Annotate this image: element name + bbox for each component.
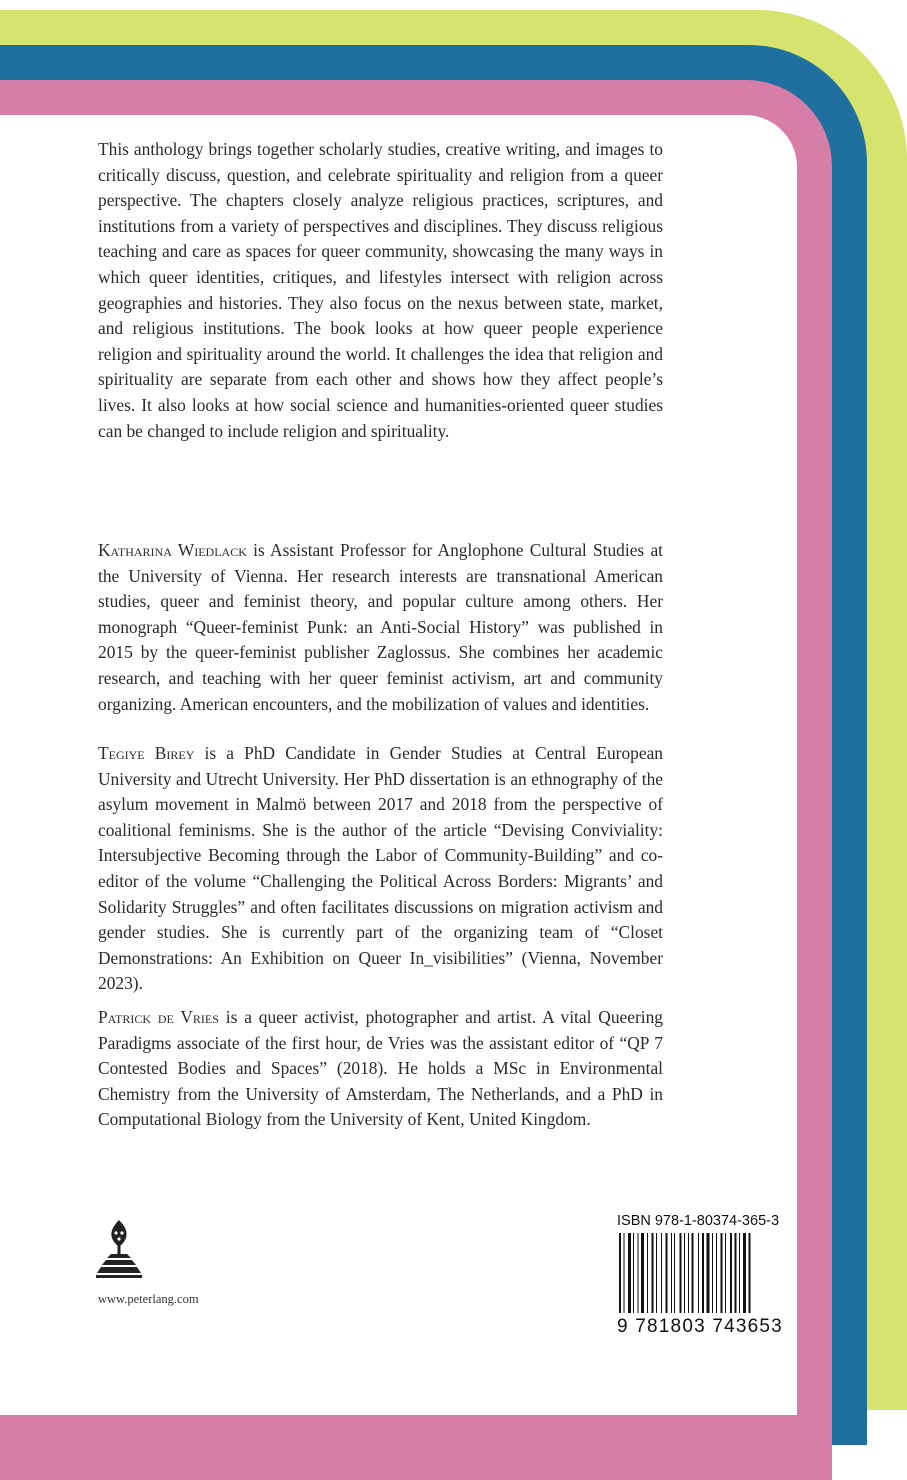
author-name: Katharina Wiedlack: [98, 540, 247, 560]
barcode-bar: [712, 1233, 713, 1313]
barcode-digits: 9 781803 743653: [617, 1316, 783, 1337]
barcode-bar: [661, 1233, 662, 1313]
barcode-bar: [702, 1233, 704, 1313]
barcode-bar: [628, 1233, 631, 1313]
barcode-bar: [638, 1233, 639, 1313]
barcode-bar: [725, 1233, 726, 1313]
barcode-bar: [641, 1233, 644, 1313]
author-name: Patrick de Vries: [98, 1007, 219, 1027]
author-bio-text: is a queer activist, photographer and artist. A vital Queering Paradigms associate of the first hour, de Vries was the assistant editor of “QP 7 Contested Bodies and Spaces” (2018). He holds a MSc in Environmental Chemistry from the University of Amsterdam, The Netherlands, and a PhD in Computational Biology from the University of Kent, United Kingdom.: [98, 1007, 663, 1130]
barcode-bar: [730, 1233, 732, 1313]
barcode-bar: [652, 1233, 654, 1313]
barcode-bar: [716, 1233, 717, 1313]
barcode-bar: [680, 1233, 682, 1313]
barcode-bar: [692, 1233, 694, 1313]
author-bio-birey: [98, 741, 663, 997]
barcode-bar: [674, 1233, 675, 1313]
barcode-bar: [647, 1233, 648, 1313]
barcode-bar: [688, 1233, 689, 1313]
barcode-bar: [749, 1233, 751, 1313]
barcode-bar: [721, 1233, 723, 1313]
book-blurb: This anthology brings together scholarly studies, creative writing, and images to critically discuss, question, and celebrate spirituality and religion from a queer perspective. The chapters closely analyze religious practices, scriptures, and institutions from a variety of perspectives and disciplines. They discuss religious teaching and care as spaces for queer community, showcasing the many ways in which queer identities, critiques, and lifestyles intersect with religion across geographies and histories. They also focus on the nexus between state, market, and religious institutions. The book looks at how queer people experience religion and spirituality around the world. It challenges the idea that religion and spirituality are separate from each other and shows how they affect people’s lives. It also looks at how social science and humanities-oriented queer studies can be changed to include religion and spirituality.: [98, 139, 663, 441]
author-bio-de-vries: [98, 1005, 663, 1133]
author-bio-text: is Assistant Professor for Anglophone Cultural Studies at the University of Vienna. Her research interests are transnational American studies, queer and feminist theory, and popular culture among others. Her monograph “Queer-feminist Punk: an Anti-Social History” was published in 2015 by the queer-feminist publisher Zaglossus. She combines her academic research, and teaching with her queer feminist activism, art and community organizing. American encounters, and the mobilization of values and identities.: [98, 540, 663, 714]
barcode-bar: [739, 1233, 740, 1313]
barcode-bar: [624, 1233, 625, 1313]
publisher-website: www.peterlang.com: [98, 1292, 199, 1306]
barcode-bar: [684, 1233, 685, 1313]
barcode-bar: [735, 1233, 737, 1313]
barcode-bar: [666, 1233, 668, 1313]
barcode-bar: [698, 1233, 699, 1313]
isbn-label: ISBN 978-1-80374-365-3: [617, 1213, 780, 1229]
barcode-bar: [633, 1233, 634, 1313]
isbn-barcode: [617, 1233, 785, 1313]
barcode-bar: [619, 1233, 621, 1313]
author-bio-wiedlack: [98, 538, 663, 717]
publisher-logo-icon: [96, 1218, 142, 1280]
barcode-bar: [707, 1233, 710, 1313]
barcode-bar: [656, 1233, 657, 1313]
author-name: Tegiye Birey: [98, 743, 195, 763]
barcode-bar: [743, 1233, 746, 1313]
author-bio-text: is a PhD Candidate in Gender Studies at Central European University and Utrecht University. Her PhD dissertation is an ethnography of the asylum movement in Malmö between 2017 and 2018 from the perspective of coalitional feminisms. She is the author of the article “Devising Conviviality: Intersubjective Becoming through the Labor of Community-Building” and co-editor of the volume “Challenging the Political Across Borders: Migrants’ and Solidarity Struggles” and often facilitates discussions on migration activism and gender studies. She is currently part of the organizing team of “Closet Demonstrations: An Exhibition on Queer In_visibilities” (Vienna, November 2023).: [98, 743, 663, 994]
barcode-bar: [671, 1233, 672, 1313]
